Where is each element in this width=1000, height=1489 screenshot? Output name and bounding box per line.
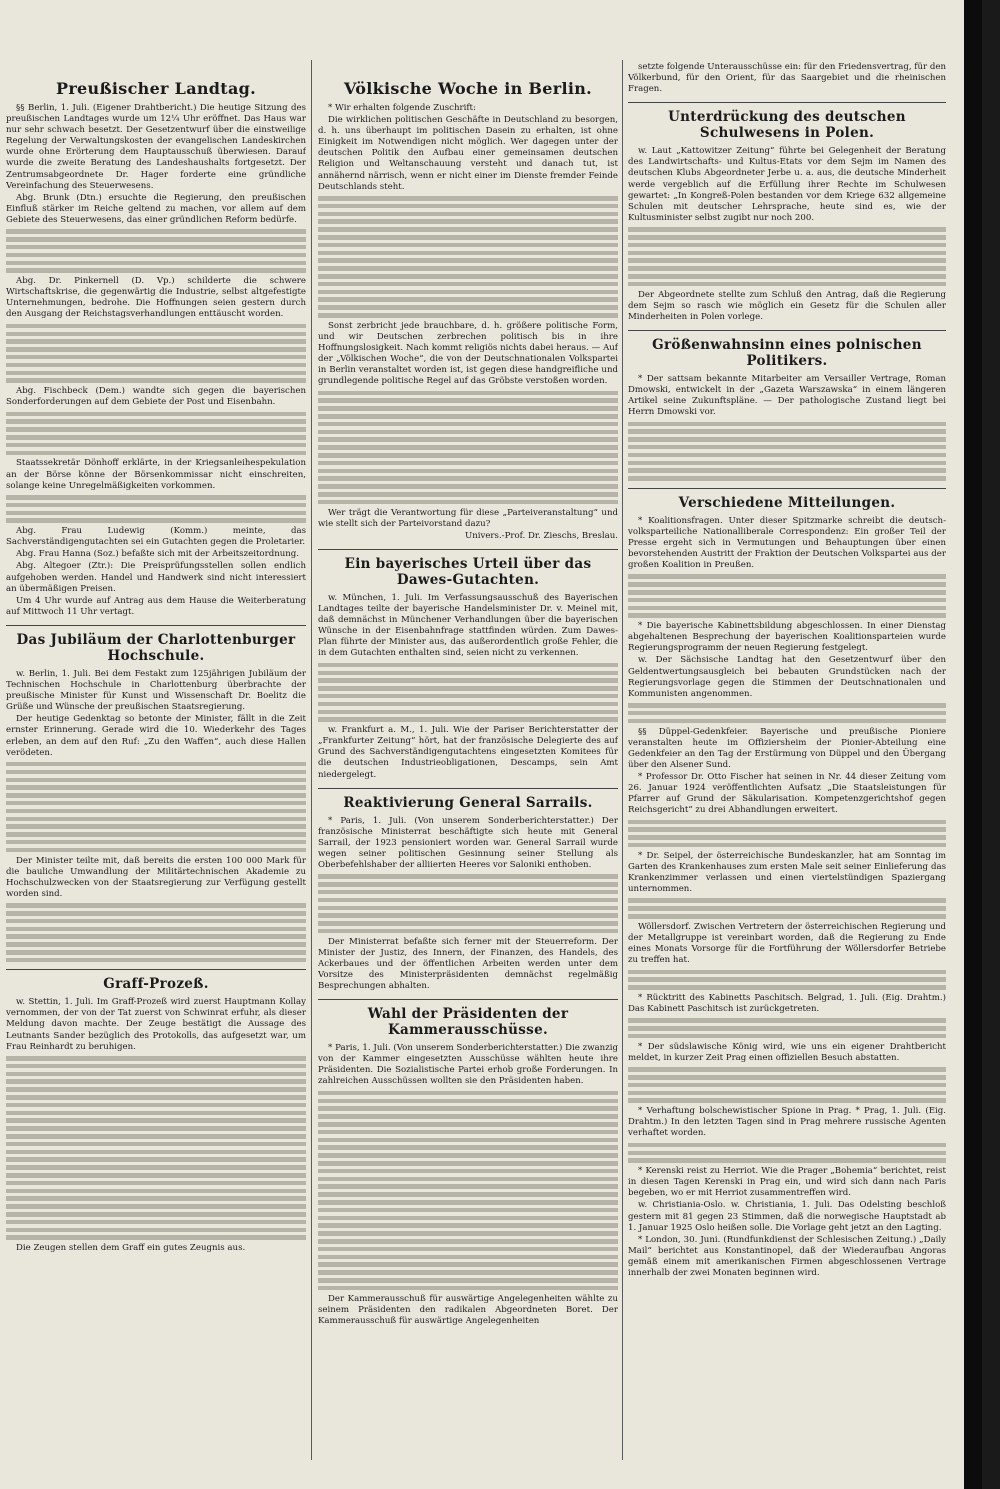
article-headline: Unterdrückung des deutschen Schulwesens in Polen. [668, 109, 906, 142]
article-headline: Ein bayerisches Urteil über das Dawes-Gutachten. [344, 555, 592, 588]
article-paragraph: w. München, 1. Juli. Im Verfassungsausschuß des Bayerischen Landtages teilte der bayerische Handelsminister Dr. v. Meinel mit, daß demnächst in Münchener Verhandlungen über die bayerischen Wünsche in der Eisenbahnfrage stattfinden würden. Zum Dawes-Plan führte der Minister aus, das außerordentlich große Fehler, die in dem Gutachten enthalten sind, seien nicht zu verkennen. [318, 592, 618, 659]
article-paragraph: * Die bayerische Kabinettsbildung abgeschlossen. In einer Dienstag abgehaltenen Besprechung der bayerischen Koalitionsparteien wurde Regierungsprogramm der neuen Regierung festgelegt. [628, 621, 946, 654]
article-headline: Wahl der Präsidenten der Kammerausschüsse. [367, 1006, 569, 1039]
article-paragraph: * Dr. Seipel, der österreichische Bundeskanzler, hat am Sonntag im Garten des Krankenhauses zum ersten Male seit seiner Einlieferung das Krankenzimmer verlassen und einen viertelstündigen Spaziergang unternommen. [628, 850, 946, 895]
article-paragraph: * London, 30. Juni. (Rundfunkdienst der Schlesischen Zeitung.) „Daily Mail“ berichtet aus Konstantinopel, daß der Wiederaufbau Angoras gemäß einem mit amerikanischen Firmen abgeschlossenen Vertrage innerhalb der zwei Monaten beginnen wird. [628, 1234, 946, 1279]
illegible-text-block [628, 422, 946, 481]
article-paragraph: Abg. Frau Hanna (Soz.) befaßte sich mit der Arbeitszeitordnung. [16, 549, 300, 560]
illegible-text-block [6, 762, 306, 852]
article-headline: Graff-Prozeß. [103, 976, 209, 993]
article-paragraph: Die Zeugen stellen dem Graff ein gutes Zeugnis aus. [16, 1243, 246, 1254]
article-paragraph: w. Christiania-Oslo. w. Christiania, 1. Juli. Das Odelsting beschloß gestern mit 81 gegen 23 Stimmen, daß die norwegische Hauptstadt ab 1. Januar 1925 Oslo heißen solle. Die Vorlage geht jetzt an den Lagting. [628, 1200, 946, 1233]
article-paragraph: §§ Düppel-Gedenkfeier. Bayerische und preußische Pioniere veranstalten heute im Offiziersheim der Pionier-Abteilung eine Gedenkfeier an den Tag der Erstürmung von Düppel und den Übergang über den Alsener Sund. [628, 726, 946, 770]
article-paragraph: * Professor Dr. Otto Fischer hat seinen in Nr. 44 dieser Zeitung vom 26. Januar 1924 veröffentlichten Aufsatz „Die Staatsleistungen für Pfarrer auf Grund der Säkularisation. Kompetenzgerichtshof gegen Reichsgericht“ zu drei Abhandlungen erweitert. [628, 771, 946, 816]
article-separator [318, 549, 618, 550]
article-paragraph: * Der südslawische König wird, wie uns ein eigener Drahtbericht meldet, in kurzer Zeit Prag einen offiziellen Besuch abstatten. [628, 1041, 946, 1063]
article-paragraph: Abg. Dr. Pinkernell (D. Vp.) schilderte die schwere Wirtschaftskrise, die gegenwärtig die Industrie, selbst altgefestigte Unternehmungen, bedrohe. Die Hoffnungen seien gestern durch den Ausgang der Reichstagsverhandlungen enttäuscht worden. [6, 276, 306, 320]
column-3 [628, 62, 946, 1457]
article-headline: Das Jubiläum der Charlottenburger Hochschule. [16, 631, 296, 664]
article-headline: Größenwahnsinn eines polnischen Politikers. [652, 336, 922, 369]
article-separator [318, 788, 618, 789]
illegible-text-block [628, 574, 946, 617]
article-paragraph: Staatssekretär Dönhoff erklärte, in der Kriegsanleihespekulation an der Börse könne der Börsenkommissar nicht einschreiten, solange keine Unregelmäßigkeiten vorkommen. [6, 458, 306, 491]
article-paragraph: * Paris, 1. Juli. (Von unserem Sonderberichterstatter.) Der französische Ministerrat beschäftigte sich heute mit General Sarrail, der 1923 pensioniert worden war. General Sarrail wurde wegen seiner politischen Gesinnung seiner Stellung als Oberbefehlshaber der alliierten Heeres vor Saloniki enthoben. [318, 815, 618, 870]
illegible-text-block [628, 703, 946, 723]
article-separator [628, 102, 946, 103]
article-paragraph: * Der sattsam bekannte Mitarbeiter am Versailler Vertrage, Roman Dmowski, entwickelt in der „Gazeta Warszawska“ in einem längeren Artikel seine Zukunftspläne. — Der pathologische Zustand liegt bei Herrn Dmowski vor. [628, 373, 946, 418]
illegible-text-block [6, 1056, 306, 1240]
article-paragraph: Der heutige Gedenktag so betonte der Minister, fällt in die Zeit ernster Erinnerung. Gerade wird die 10. Wiederkehr des Tages erleben, an dem auf den Ruf: „Zu den Waffen“, auch diese Hallen verödeten. [6, 714, 306, 758]
column-rule [311, 60, 312, 1460]
illegible-text-block [628, 898, 946, 918]
article-paragraph: Abg. Frau Ludewig (Komm.) meinte, das Sachverständigengutachten sei ein Gutachten gegen die Proletarier. [6, 526, 306, 548]
article-paragraph: * Verhaftung bolschewistischer Spione in Prag. * Prag, 1. Juli. (Eig. Drahtm.) In den letzten Tagen sind in Prag mehrere russische Agenten verhaftet worden. [628, 1106, 946, 1139]
article-paragraph: Der Minister teilte mit, daß bereits die ersten 100 000 Mark für die bauliche Umwandlung der Militärtechnischen Akademie zu Hochschulzwecken von der Staatsregierung zur Verfügung gestellt worden sind. [6, 855, 306, 899]
article-paragraph: §§ Berlin, 1. Juli. (Eigener Drahtbericht.) Die heutige Sitzung des preußischen Landtages wurde um 12¼ Uhr eröffnet. Das Haus war nur sehr schwach besetzt. Der Gesetzentwurf über die einstweilige Regelung der Verwaltungskosten der evangelischen Landeskirchen wurde ohne Erörterung dem Hauptausschuß überwiesen. Darauf wurde die zweite Beratung des Landeshaushalts fortgesetzt. Der Zentrumsabgeordnete Dr. Hager forderte eine gründliche Vereinfachung des Steuerwesens. [6, 103, 306, 191]
article-paragraph: * Koalitionsfragen. Unter dieser Spitzmarke schreibt die deutsch-volksparteiliche Nationalliberale Correspondenz: Ein großer Teil der Presse ergeht sich in Vermutungen und Behauptungen über einen bevorstehenden Austritt der Fraktion der Deutschen Volkspartei aus der großen Koalition in Preußen. [628, 515, 946, 571]
article-paragraph: w. Der Sächsische Landtag hat den Gesetzentwurf über den Geldentwertungsausgleich bei bebauten Grundstücken nach der Regierungsvorlage gegen die Stimmen der Deutschnationalen und Kommunisten angenommen. [628, 655, 946, 699]
article-paragraph: * Kerenski reist zu Herriot. Wie die Prager „Bohemia“ berichtet, reist in diesen Tagen Kerenski in Prag ein, und wird sich dann nach Paris begeben, wo er mit Herriot zusammentreffen wird. [628, 1166, 946, 1199]
article-paragraph: Um 4 Uhr wurde auf Antrag aus dem Hause die Weiterberatung auf Mittwoch 11 Uhr vertagt. [6, 595, 306, 617]
article-headline: Reaktivierung General Sarrails. [343, 794, 593, 811]
article-paragraph: Abg. Brunk (Dtn.) ersuchte die Regierung, den preußischen Einfluß stärker im Reiche geltend zu machen, vor allem auf dem Gebiete des Steuerwesens, das einer gründlichen Reform bedürfe. [6, 192, 306, 225]
article-paragraph: Der Kammerausschuß für auswärtige Angelegenheiten wählte zu seinem Präsidenten den radikalen Abgeordneten Boret. Der Kammerausschuß für auswärtige Angelegenheiten [318, 1293, 618, 1326]
article-paragraph: w. Frankfurt a. M., 1. Juli. Wie der Pariser Berichterstatter der „Frankfurter Zeitung“ hört, hat der französische Delegierte des auf Grund des Sachverständigengutachtens eingesetzten Komitees für die deutschen Industrieobligationen, Descamps, sein Amt niedergelegt. [318, 725, 618, 780]
scan-edge [964, 0, 982, 1489]
article-paragraph: setzte folgende Unterausschüsse ein: für den Friedensvertrag, für den Völkerbund, für den Orient, für das Saargebiet und die rheinischen Fragen. [628, 62, 946, 95]
illegible-text-block [318, 196, 618, 317]
illegible-text-block [6, 412, 306, 455]
article-paragraph: * Paris, 1. Juli. (Von unserem Sonderberichterstatter.) Die zwanzig von der Kammer eingesetzten Ausschüsse wählten heute ihre Präsidenten. Die Sozialistische Partei erhob große Forderungen. In zahlreichen Ausschüssen wollten sie den Präsidenten haben. [318, 1043, 618, 1087]
article-headline: Preußischer Landtag. [55, 79, 257, 98]
illegible-text-block [6, 229, 306, 272]
article-headline: Verschiedene Mitteilungen. [678, 494, 896, 511]
article-paragraph: Wöllersdorf. Zwischen Vertretern der österreichischen Regierung und der Metallgruppe ist vereinbart worden, daß die Regierung zu Ende eines Monats Vorsorge für die Fortführung der Wöllersdorfer Betriebe zu treffen hat. [628, 921, 946, 966]
article-paragraph: Der Ministerrat befaßte sich ferner mit der Steuerreform. Der Minister der Justiz, des Innern, der Finanzen, des Handels, des Ackerbaues und der öffentlichen Arbeiten werden unter dem Vorsitze des Ministerpräsidenten demnächst regelmäßig Besprechungen abhalten. [318, 936, 618, 992]
article-paragraph: Abg. Fischbeck (Dem.) wandte sich gegen die bayerischen Sonderforderungen auf dem Gebiete der Post und Eisenbahn. [6, 386, 306, 408]
article-paragraph: * Rücktritt des Kabinetts Paschitsch. Belgrad, 1. Juli. (Eig. Drahtm.) Das Kabinett Paschitsch ist zurückgetreten. [628, 992, 946, 1014]
illegible-text-block [318, 874, 618, 933]
article-paragraph: Die wirklichen politischen Geschäfte in Deutschland zu besorgen, d. h. uns überhaupt im politischen Dasein zu erhalten, ist ohne Einigkeit im Notwendigen nicht möglich. Wer dagegen unter der deutschen Politik den Aufbau einer gemeinsamen deutschen Religion und Weltanschauung versteht und danach tut, ist annähernd närrisch, wenn er nicht einer im Dienste fremder Feinde Deutschlands steht. [318, 115, 618, 192]
article-headline: Völkische Woche in Berlin. [343, 79, 593, 98]
article-paragraph: w. Laut „Kattowitzer Zeitung“ führte bei Gelegenheit der Beratung des Landwirtschafts- und Kultus-Etats vor dem Sejm im Namen des deutschen Klubs Abgeordneter Jerbe u. a. aus, die deutsche Minderheit werde vergeblich auf die Erfüllung ihrer Rechte im Schulwesen gewartet: „In Kongreß-Polen bestanden vor dem Kriege 632 allgemeine Schulen mit deutscher Lehrsprache, heute sind es, wie der Kultusminister selbst zugibt nur noch 200. [628, 146, 946, 223]
illegible-text-block [6, 903, 306, 962]
illegible-text-block [628, 820, 946, 848]
article-paragraph: w. Berlin, 1. Juli. Bei dem Festakt zum 125jährigen Jubiläum der Technischen Hochschule in Charlottenburg überbrachte der preußische Minister für Kunst und Wissenschaft Dr. Boelitz die Grüße und Wünsche der preußischen Staatsregierung. [6, 668, 306, 713]
article-separator [628, 330, 946, 331]
article-separator [318, 999, 618, 1000]
illegible-text-block [628, 970, 946, 990]
article-paragraph: Wer trägt die Verantwortung für diese „Parteiveranstaltung“ und wie stellt sich der Parteivorstand dazu? [318, 507, 618, 529]
column-rule [622, 60, 623, 1460]
column-2 [318, 62, 618, 1457]
illegible-text-block [628, 227, 946, 286]
illegible-text-block [628, 1067, 946, 1103]
illegible-text-block [318, 1091, 618, 1290]
article-separator [628, 488, 946, 489]
article-paragraph: Der Abgeordnete stellte zum Schluß den Antrag, daß die Regierung dem Sejm so rasch wie möglich ein Gesetz für die Schulen aller Minderheiten in Polen vorlege. [628, 289, 946, 322]
article-paragraph: Abg. Altegoer (Ztr.): Die Preisprüfungsstellen sollen endlich aufgehoben werden. Handel und Handwerk sind nicht interessiert an übermäßigen Preisen. [6, 561, 306, 594]
illegible-text-block [628, 1018, 946, 1038]
article-separator [6, 625, 306, 626]
illegible-text-block [318, 391, 618, 505]
article-signature: Univers.-Prof. Dr. Zieschs, Breslau. [464, 530, 618, 541]
illegible-text-block [628, 1143, 946, 1163]
illegible-text-block [6, 324, 306, 383]
column-1 [6, 62, 306, 1457]
article-paragraph: w. Stettin, 1. Juli. Im Graff-Prozeß wird zuerst Hauptmann Kollay vernommen, der von der Tat zuerst von Schwinrat erfuhr, als dieser Meldung davon machte. Der Zeuge bestätigt die Aussage des Leutnants Sander bezüglich des Protokolls, das aufgesetzt war, um Frau Reinhardt zu beruhigen. [6, 997, 306, 1052]
illegible-text-block [318, 663, 618, 722]
article-separator [6, 969, 306, 970]
article-paragraph: Sonst zerbricht jede brauchbare, d. h. größere politische Form, und wir Deutschen zerbrechen politisch bis in ihre Hoffnungslosigkeit. Nach kommt religiös nichts dabei heraus. — Auf der „Völkischen Woche“, die von der Deutschnationalen Volkspartei in Berlin veranstaltet worden ist, ist gegen diese handgreifliche und grundlegende politische Regel auf das Gröbste verstoßen worden. [318, 320, 618, 387]
illegible-text-block [6, 495, 306, 523]
article-paragraph: * Wir erhalten folgende Zuschrift: [328, 103, 476, 113]
